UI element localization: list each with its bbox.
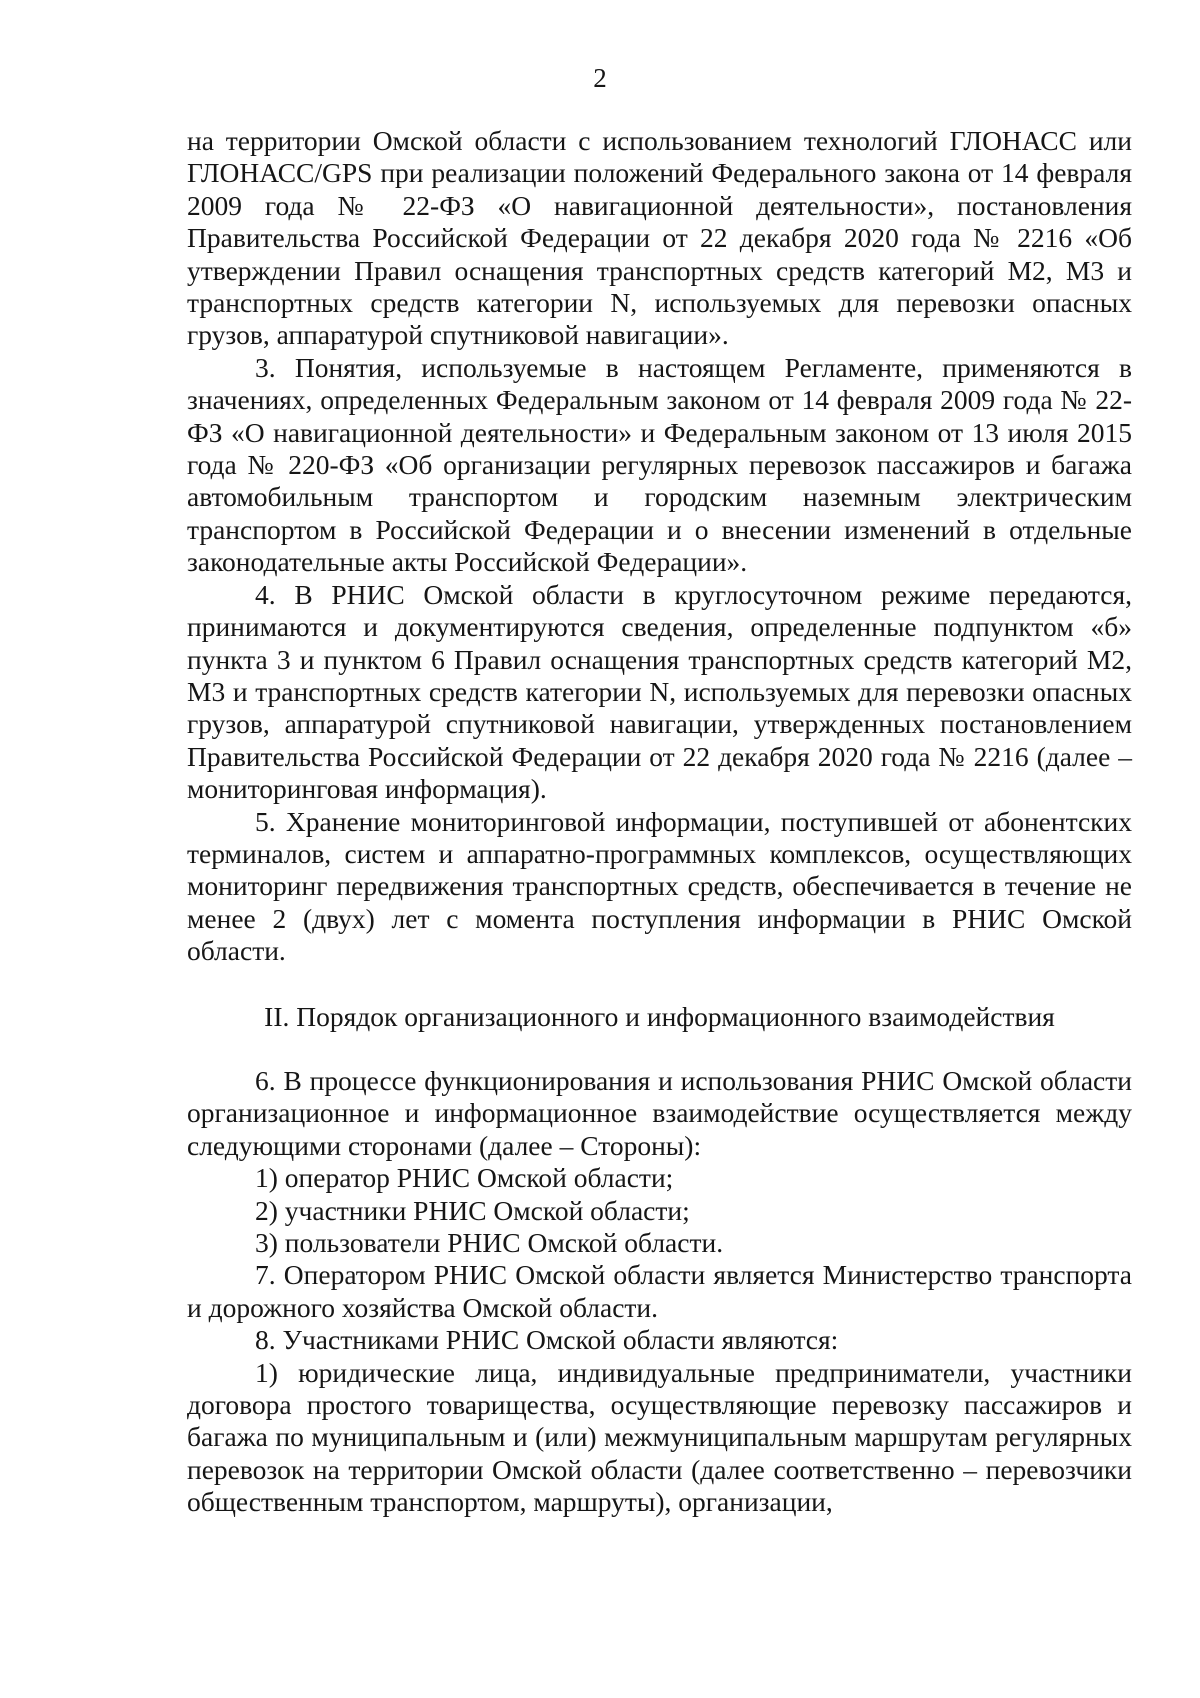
paragraph-7: 7. Оператором РНИС Омской области является Министерство транспорта и дорожного хозяйства Омской области. xyxy=(187,1259,1132,1323)
paragraph-6: 6. В процессе функционирования и использования РНИС Омской области организационное и информационное взаимодействие осуществляется между следующими сторонами (далее – Стороны): xyxy=(187,1064,1132,1161)
paragraph-5: 5. Хранение мониторинговой информации, поступившей от абонентских терминалов, систем и аппаратно-программных комплексов, осуществляющих мониторинг передвижения транспортных средств, обеспечивается в течение не менее 2 (двух) лет с момента поступления информации в РНИС Омской области. xyxy=(187,805,1132,967)
paragraph-intro: на территории Омской области с использованием технологий ГЛОНАСС или ГЛОНАСС/GPS при реализации положений Федерального закона от 14 февраля 2009 года № 22-ФЗ «О навигационной деятельности», постановления Правительства Российской Федерации от 22 декабря 2020 года № 2216 «Об утверждении Правил оснащения транспортных средств категорий М2, М3 и транспортных средств категории N, используемых для перевозки опасных грузов, аппаратурой спутниковой навигации». xyxy=(187,125,1132,351)
list-item-6-3: 3) пользователи РНИС Омской области. xyxy=(255,1227,724,1258)
document-body xyxy=(187,125,1132,1519)
list-item-6-2: 2) участники РНИС Омской области; xyxy=(255,1194,690,1226)
section-heading: II. Порядок организационного и информационного взаимодействия xyxy=(264,1000,1055,1032)
paragraph-4: 4. В РНИС Омской области в круглосуточном режиме передаются, принимаются и документируются сведения, определенные подпунктом «б» пункта 3 и пунктом 6 Правил оснащения транспортных средств категорий М2, М3 и транспортных средств категории N, используемых для перевозки опасных грузов, аппаратурой спутниковой навигации, утвержденных постановлением Правительства Российской Федерации от 22 декабря 2020 года № 2216 (далее – мониторинговая информация). xyxy=(187,578,1132,805)
list-item-6-1: 1) оператор РНИС Омской области; xyxy=(255,1162,674,1194)
paragraph-3: 3. Понятия, используемые в настоящем Регламенте, применяются в значениях, определенных Федеральным законом от 14 февраля 2009 года № 22-ФЗ «О навигационной деятельности» и Федеральным законом от 13 июля 2015 года № 220-ФЗ «Об организации регулярных перевозок пассажиров и багажа автомобильным транспортом и городским наземным электрическим транспортом в Российской Федерации и о внесении изменений в отдельные законодательные акты Российской Федерации». xyxy=(187,351,1132,578)
page-number: 2 xyxy=(593,63,607,93)
list-item-8-1: 1) юридические лица, индивидуальные предприниматели, участники договора простого товарищества, осуществляющие перевозку пассажиров и багажа по муниципальным и (или) межмуниципальным маршрутам регулярных перевозок на территории Омской области (далее соответственно – перевозчики общественным транспортом, маршруты), организации, xyxy=(187,1356,1132,1518)
paragraph-8: 8. Участниками РНИС Омской области являются: xyxy=(255,1324,839,1356)
